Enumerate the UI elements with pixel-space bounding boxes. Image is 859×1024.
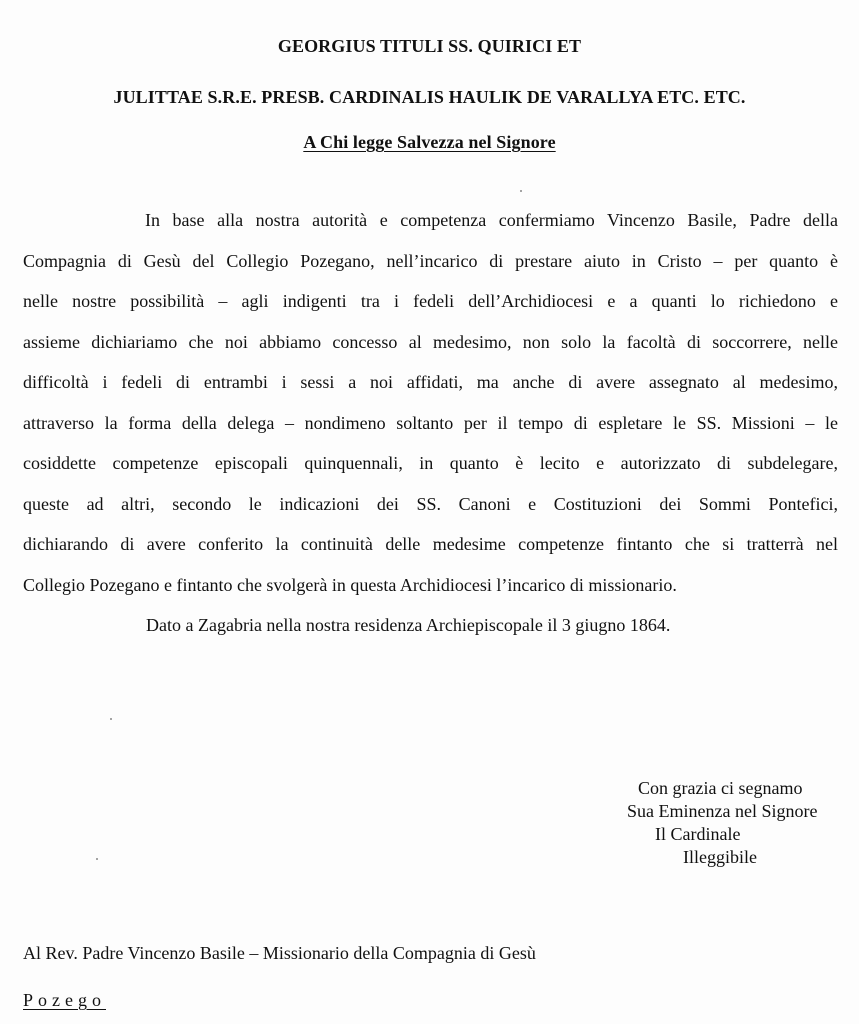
- body-text: [23, 200, 838, 646]
- heading-subtitle: A Chi legge Salvezza nel Signore: [303, 132, 556, 152]
- body-line: Collegio Pozegano e fintanto che svolgerà in questa Archidiocesi l’incarico di missionario.: [23, 574, 677, 595]
- place-line: Pozego: [23, 990, 106, 1010]
- body-line: Compagnia di Gesù del Collegio Pozegano, nell’incarico di prestare aiuto in Cristo – per quanto è: [23, 250, 838, 271]
- body-line: assieme dichiariamo che noi abbiamo concesso al medesimo, non solo la facoltà di soccorrere, nelle: [23, 331, 838, 352]
- scan-speck: [110, 718, 112, 720]
- date-line: Dato a Zagabria nella nostra residenza Archiepiscopale il 3 giugno 1864.: [146, 615, 671, 635]
- body-line: attraverso la forma della delega – nondimeno soltanto per il tempo di espletare le SS. Missioni – le: [23, 412, 838, 433]
- heading-line-2: JULITTAE S.R.E. PRESB. CARDINALIS HAULIK DE VARALLYA ETC. ETC.: [113, 87, 746, 107]
- body-line: In base alla nostra autorità e competenza confermiamo Vincenzo Basile, Padre della: [145, 210, 838, 230]
- body-line: difficoltà i fedeli di entrambi i sessi a noi affidati, ma anche di avere assegnato al medesimo,: [23, 372, 838, 392]
- signature-line-2: Sua Eminenza nel Signore: [627, 801, 818, 821]
- heading-line-1: GEORGIUS TITULI SS. QUIRICI ET: [277, 36, 582, 56]
- body-line: nelle nostre possibilità – agli indigenti tra i fedeli dell’Archidiocesi e a quanti lo richiedono e: [23, 291, 838, 311]
- signature-line-3: Il Cardinale: [655, 824, 741, 844]
- body-line: dichiarando di avere conferito la continuità delle medesime competenze fintanto che si tratterrà nel: [23, 534, 838, 554]
- body-line: cosiddette competenze episcopali quinquennali, in quanto è lecito e autorizzato di subdelegare,: [23, 453, 838, 473]
- addressee-line: Al Rev. Padre Vincenzo Basile – Missionario della Compagnia di Gesù: [23, 943, 536, 963]
- body-line: queste ad altri, secondo le indicazioni dei SS. Canoni e Costituzioni dei Sommi Pontefici,: [23, 493, 838, 514]
- scan-speck: [96, 858, 98, 860]
- scan-speck: [520, 190, 522, 192]
- signature-line-4: Illeggibile: [683, 847, 757, 867]
- signature-line-1: Con grazia ci segnamo: [638, 778, 803, 798]
